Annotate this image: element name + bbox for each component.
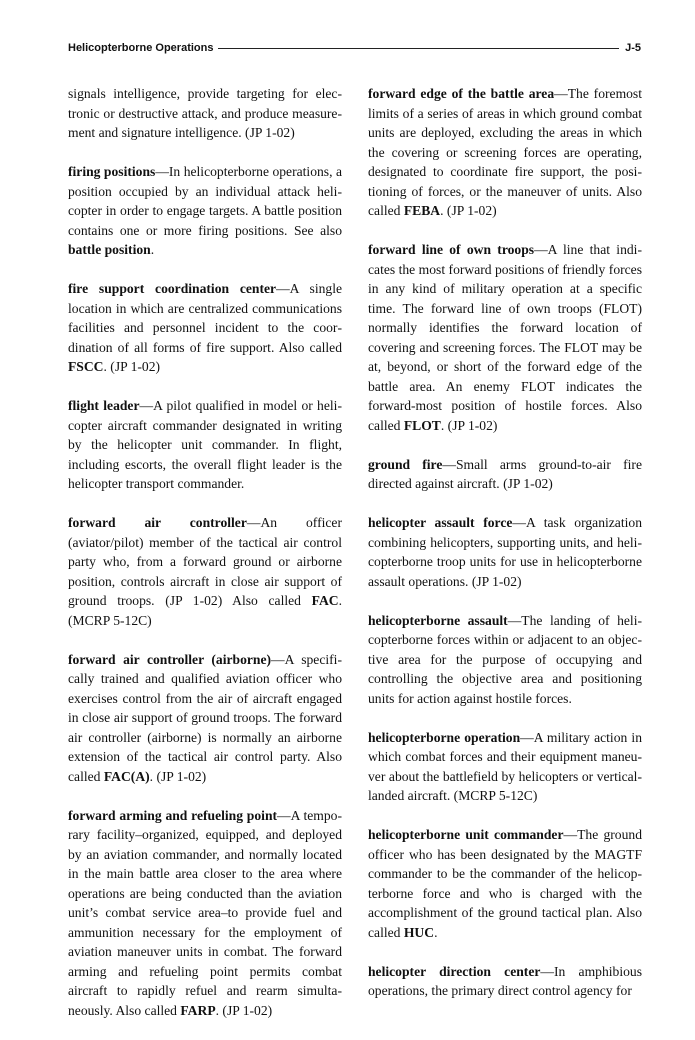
glossary-term: helicopterborne assault [368,612,508,628]
glossary-term: forward air controller [68,515,247,530]
glossary-text: —A line that indicates the most forward positions of friendly forces in any kind of military operation at a specific time. The forward line of own troops (FLOT) normally identifies the forward location of covering and screening forces. The FLOT may be at, beyond, or short of the forward edge of the battle area. An enemy FLOT indicates the forward-most position of hostile forces. Also called [368,242,642,433]
glossary-entry [368,513,642,591]
glossary-text: —In amphibious operations, the primary direct control agency for [368,963,642,998]
left-column [68,84,342,1040]
glossary-text: —An officer (aviator/pilot) member of the tactical air control party who, from a forward ground or airborne position, controls aircraft in close air support of ground troops. (JP 1-02) Also called [68,515,342,608]
glossary-text: —A single location in which are centralized communications facilities and personnel incident to the coordination of all forms of fire support. Also called [68,281,343,355]
glossary-text: —Small arms ground-to-air fire directed against aircraft. (JP 1-02) [368,456,642,491]
page-number: J-5 [625,42,641,54]
glossary-text: —The foremost limits of a series of areas in which ground combat units are deployed, excluding the areas in which the covering or screening forces are operating, designated to coordinate fire support, the positioning of forces, or the maneuver of units. Also called [368,86,643,218]
glossary-text: —A task organization combining helicopters, supporting units, and helicopterborne troop units for use in helicopterborne assault operations. (JP 1-02) [368,515,642,589]
glossary-entry [368,962,642,1001]
glossary-term: forward arming and refueling point [68,807,278,823]
glossary-term: forward line of own troops [368,242,535,257]
glossary-term: FEBA [403,203,441,218]
glossary-term: flight leader [68,398,140,413]
glossary-text: . [150,242,155,257]
glossary-entry [68,396,342,494]
glossary-entry [68,162,342,260]
glossary-text: —The landing of helicopterborne forces within or adjacent to an objective area for the purpose of occupying and controlling the objective area and positioning units for action against hostile forces. [368,612,642,706]
glossary-entry [68,513,342,630]
glossary-term: helicopterborne operation [368,729,521,745]
glossary-text: —A pilot qualified in model or helicopter aircraft commander designated in writing by the helicopter unit commander. In flight, including escorts, the overall flight leader is the helicopter transport commander. [68,398,342,491]
glossary-entry [68,806,342,1021]
glossary-entry [68,650,342,787]
glossary-text: —A specifically trained and qualified aviation officer who exercises control from the air of aircraft engaged in close air support of ground troops. The forward air controller (airborne) is normally an airborne extension of the tactical air control party. Also called [68,651,342,784]
glossary-term: helicopter direction center [368,963,541,979]
glossary-entry [368,240,642,435]
glossary-entry [368,84,642,221]
right-column [368,84,642,1020]
glossary-text: . (JP 1-02) [440,203,497,218]
glossary-entry [368,611,642,709]
glossary-entry [368,728,642,806]
glossary-entry [68,84,342,143]
glossary-text: signals intelligence, provide targeting for electronic or destructive attack, and produce measurement and signature intelligence. (JP 1-02) [68,86,342,140]
glossary-term: fire support coordination center [68,281,277,296]
glossary-text: . (MCRP 5-12C) [68,593,342,628]
glossary-term: forward air controller (airborne) [68,651,272,667]
glossary-term: FLOT [403,417,441,433]
glossary-text: . (JP 1-02) [149,768,207,784]
glossary-text: —A temporary facility–organized, equipped, and deployed by an aviation commander, and normally located in the main battle area closer to the area where operations are being conducted than the aviation unit’s combat service area–to provide fuel and ammunition necessary for the employment of aviation maneuver units in combat. The forward arming and refueling point permits combat aircraft to rapidly refuel and rearm simultaneously. Also called [68,807,342,1018]
glossary-text: . (JP 1-02) [440,417,498,433]
glossary-term: FSCC [68,359,104,374]
running-header [68,40,641,56]
glossary-term: firing positions [68,164,156,179]
glossary-term: forward edge of the battle area [368,86,555,101]
glossary-term: HUC [403,924,435,940]
header-title: Helicopterborne Operations [68,42,214,54]
glossary-term: battle position [68,242,151,257]
glossary-entry [68,279,342,377]
glossary-text: . (JP 1-02) [215,1002,273,1018]
glossary-text: . [434,924,438,940]
glossary-text: —A military action in which combat forces and their equipment maneuver about the battlefield by helicopters or vertical-landed aircraft. (MCRP 5-12C) [368,729,642,803]
glossary-text: . (JP 1-02) [103,359,161,374]
glossary-text: —In helicopterborne operations, a position occupied by an individual attack helicopter in order to engage targets. A battle position contains one or more firing positions. See also [68,164,342,238]
glossary-term: ground fire [368,456,443,472]
glossary-entry [368,825,642,942]
glossary-text: —The ground officer who has been designated by the MAGTF commander to be the commander of the helicopterborne force and who is charged with the accomplishment of the ground tactical plan. Also called [368,827,642,940]
glossary-term: FAC [311,593,339,608]
glossary-term: FAC(A) [103,768,150,784]
glossary-term: helicopter assault force [368,515,513,530]
glossary-term: FARP [180,1002,216,1018]
glossary-entry [368,455,642,494]
header-rule [218,48,619,49]
glossary-term: helicopterborne unit commander [368,827,564,842]
